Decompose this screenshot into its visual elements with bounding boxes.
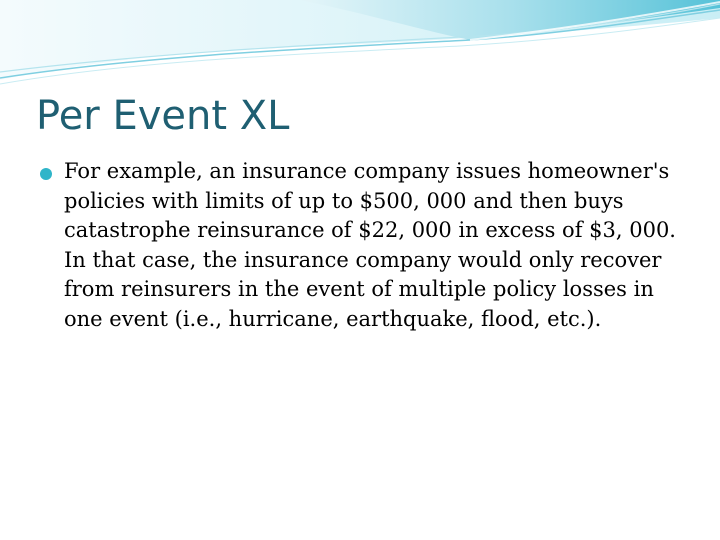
bullet-dot-icon	[40, 168, 52, 180]
slide-title: Per Event XL	[36, 93, 290, 139]
bullet-text: For example, an insurance company issues homeowner's policies with limits of up to $500, 000 and then buys catastrophe reinsurance of $22, 000 in excess of $3, 000. In that case, the insurance company would only recover from reinsurers in the event of multiple policy losses in one event (i.e., hurricane, earthquake, flood, etc.).	[64, 159, 676, 331]
bullet-item	[38, 157, 678, 334]
bullet-list	[38, 157, 678, 334]
header-wave-decoration	[0, 0, 720, 90]
